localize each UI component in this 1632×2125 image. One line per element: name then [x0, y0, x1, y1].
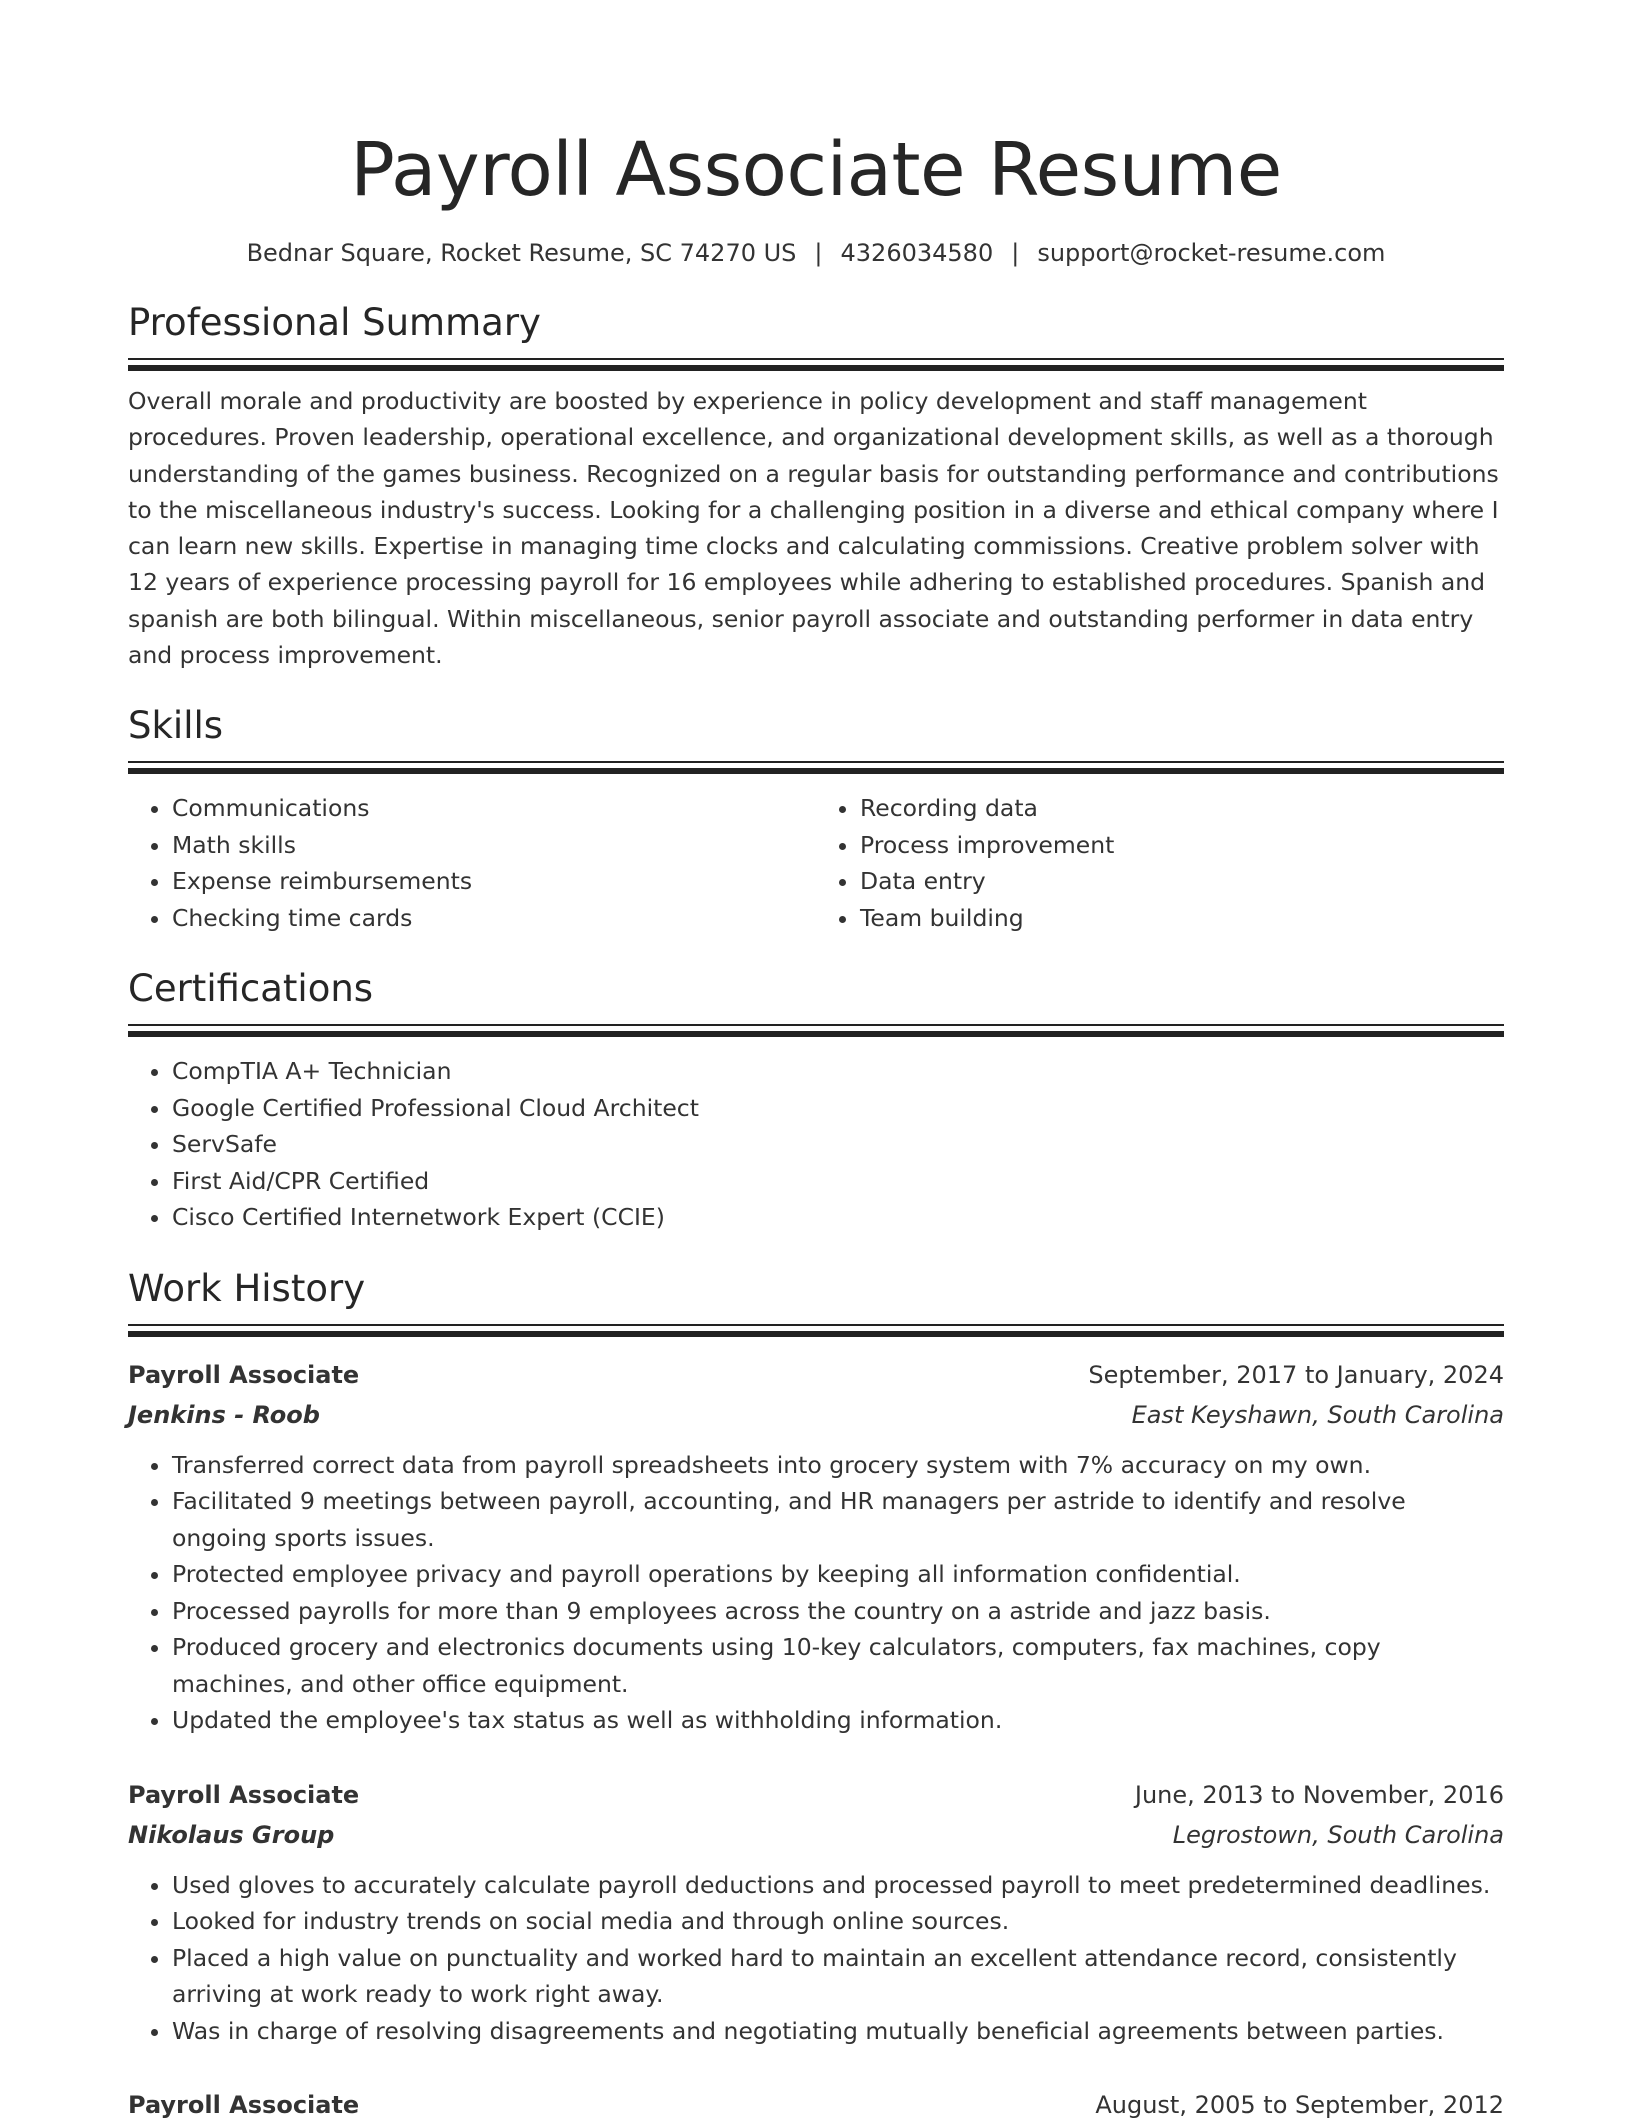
page-title: Payroll Associate Resume — [350, 127, 1282, 213]
skill-item: • Recording data — [860, 790, 1504, 827]
job-location: East Keyshawn, South Carolina — [1131, 1400, 1504, 1429]
section-heading-summary: Professional Summary — [128, 301, 541, 344]
job-bullet: • Was in charge of resolving disagreements and negotiating mutually beneficial agreements between parties. — [172, 2013, 1504, 2050]
job-bullet: • Transferred correct data from payroll spreadsheets into grocery system with 7% accuracy on my own. — [172, 1447, 1504, 1484]
job-header-row — [128, 2085, 1504, 2125]
job-bullet: • Updated the employee's tax status as well as withholding information. — [172, 1702, 1504, 1739]
certifications-section — [128, 964, 1504, 1236]
job-title: Payroll Associate — [128, 1360, 360, 1389]
certification-item: • Google Certified Professional Cloud Architect — [172, 1090, 1504, 1127]
job-bullet: • Placed a high value on punctuality and worked hard to maintain an excellent attendance record, consistently arriving at work ready to work right away. — [172, 1940, 1504, 2013]
job-dates: September, 2017 to January, 2024 — [1088, 1360, 1504, 1389]
job-title: Payroll Associate — [128, 1780, 360, 1809]
job-header-row — [128, 1775, 1504, 1815]
section-divider — [128, 761, 1504, 774]
skill-item: • Communications — [172, 790, 816, 827]
summary-text: Overall morale and productivity are boosted by experience in policy development and staff management procedures. Proven leadership, operational excellence, and organizational development skills, as well as a thorough understanding of the games business. Recognized on a regular basis for outstanding performance and contributions to the miscellaneous industry's success. Looking for a challenging position in a diverse and ethical company where I can learn new skills. Expertise in managing time clocks and calculating commissions. Creative problem solver with 12 years of experience processing payroll for 16 employees while adhering to established procedures. Spanish and spanish are both bilingual. Within miscellaneous, senior payroll associate and outstanding performer in data entry and process improvement. — [128, 387, 1499, 670]
job-bullet: • Processed payrolls for more than 9 employees across the country on a astride and jazz basis. — [172, 1593, 1504, 1630]
job-location: Legrostown, South Carolina — [1172, 1820, 1504, 1849]
skill-item: • Team building — [860, 900, 1504, 937]
skills-list-left — [128, 790, 816, 936]
contact-separator: | — [1011, 239, 1020, 267]
job-bullet: • Protected employee privacy and payroll operations by keeping all information confidential. — [172, 1556, 1504, 1593]
skill-item: • Expense reimbursements — [172, 863, 816, 900]
job-company-row — [128, 1815, 1504, 1855]
certification-item: • First Aid/CPR Certified — [172, 1163, 1504, 1200]
job-bullet: • Produced grocery and electronics documents using 10-key calculators, computers, fax machines, copy machines, and other office equipment. — [172, 1629, 1504, 1702]
section-divider — [128, 1024, 1504, 1037]
section-heading-certifications: Certifications — [128, 967, 374, 1011]
resume-page — [128, 0, 1504, 2125]
skills-column-right — [816, 790, 1504, 936]
job-entry — [128, 1355, 1504, 1739]
job-company: Nikolaus Group — [128, 1820, 335, 1849]
section-divider — [128, 1324, 1504, 1337]
job-company: Jenkins - Roob — [128, 1400, 320, 1429]
contact-email: support@rocket-resume.com — [1037, 239, 1386, 267]
job-company-row — [128, 1395, 1504, 1435]
job-title: Payroll Associate — [128, 2091, 360, 2120]
certification-item: • Cisco Certified Internetwork Expert (CCIE) — [172, 1199, 1504, 1236]
contact-address: Bednar Square, Rocket Resume, SC 74270 US — [246, 239, 797, 267]
skill-item: • Data entry — [860, 863, 1504, 900]
job-bullets — [128, 1447, 1504, 1739]
job-bullet: • Facilitated 9 meetings between payroll, accounting, and HR managers per astride to identify and resolve ongoing sports issues. — [172, 1483, 1504, 1556]
job-header-row — [128, 1355, 1504, 1395]
certification-item: • ServSafe — [172, 1126, 1504, 1163]
job-bullets — [128, 1867, 1504, 2050]
job-dates: August, 2005 to September, 2012 — [1095, 2091, 1504, 2120]
summary-section — [128, 298, 1504, 673]
skills-list-right — [816, 790, 1504, 936]
work-history-section — [128, 1264, 1504, 2125]
certifications-list — [128, 1053, 1504, 1236]
skill-item: • Process improvement — [860, 827, 1504, 864]
skill-item: • Checking time cards — [172, 900, 816, 937]
contact-separator: | — [814, 239, 823, 267]
skills-columns — [128, 790, 1504, 936]
skills-section — [128, 701, 1504, 936]
section-divider — [128, 358, 1504, 371]
contact-phone: 4326034580 — [840, 239, 994, 267]
job-dates: June, 2013 to November, 2016 — [1134, 1780, 1504, 1809]
job-entry — [128, 1775, 1504, 2050]
job-bullet: • Used gloves to accurately calculate payroll deductions and processed payroll to meet predetermined deadlines. — [172, 1867, 1504, 1904]
skills-column-left — [128, 790, 816, 936]
job-bullet: • Looked for industry trends on social media and through online sources. — [172, 1903, 1504, 1940]
section-heading-work-history: Work History — [128, 1266, 366, 1310]
job-entry — [128, 2085, 1504, 2125]
section-heading-skills: Skills — [128, 704, 224, 748]
skill-item: • Math skills — [172, 827, 816, 864]
certification-item: • CompTIA A+ Technician — [172, 1053, 1504, 1090]
contact-line — [128, 236, 1504, 270]
